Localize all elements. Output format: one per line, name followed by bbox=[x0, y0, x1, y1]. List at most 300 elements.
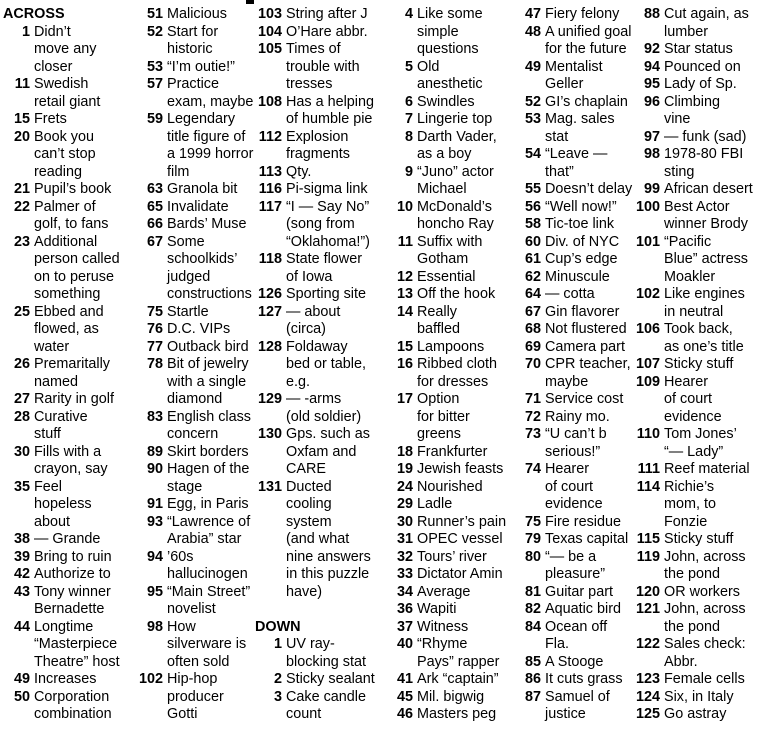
clue-text: “I — Say No” (song from “Oklahoma!”) bbox=[286, 198, 370, 250]
clue-number: 112 bbox=[258, 128, 282, 145]
clue-number: 24 bbox=[396, 478, 413, 495]
clue-item bbox=[255, 426, 380, 479]
clue-number: 23 bbox=[13, 233, 30, 250]
clue-text: ’60s hallucinogen bbox=[167, 548, 248, 582]
clue-text: Corporation combination bbox=[34, 688, 112, 722]
clue-text: Bards’ Muse bbox=[167, 216, 247, 232]
clue-number: 117 bbox=[258, 198, 282, 215]
clue-item bbox=[255, 479, 380, 602]
clue-text: “Well now!” bbox=[545, 198, 617, 215]
clue-item bbox=[136, 59, 261, 77]
clue-text: It cuts grass bbox=[545, 671, 623, 687]
clue-text: Hagen of the stage bbox=[167, 461, 250, 495]
clue-item bbox=[633, 671, 758, 689]
clue-number: 62 bbox=[524, 268, 541, 285]
clue-number: 75 bbox=[524, 513, 541, 530]
clue-number: 96 bbox=[643, 93, 660, 110]
clue-number: 82 bbox=[524, 601, 541, 617]
clue-number: 67 bbox=[146, 233, 163, 250]
clue-item bbox=[136, 304, 261, 322]
clue-text: Start for historic bbox=[167, 23, 219, 57]
clue-text: Hearer of court evidence bbox=[545, 461, 603, 512]
clue-number: 30 bbox=[13, 443, 30, 460]
clue-text: O’Hare abbr. bbox=[286, 23, 368, 40]
clue-item bbox=[386, 164, 511, 199]
clue-number: 3 bbox=[273, 688, 282, 705]
clue-text: Sticky sealant bbox=[286, 671, 375, 687]
clue-text: Times of trouble with tresses bbox=[286, 41, 360, 92]
clue-item bbox=[386, 549, 511, 567]
clue-text: Aquatic bird bbox=[545, 601, 621, 617]
clue-number: 10 bbox=[396, 198, 413, 215]
clue-text: Samuel of justice bbox=[545, 688, 610, 722]
clue-number: 70 bbox=[524, 356, 541, 372]
clue-number: 30 bbox=[396, 513, 413, 530]
clue-text: Palmer of golf, to fans bbox=[34, 198, 109, 232]
clue-item bbox=[514, 549, 639, 584]
clue-item bbox=[3, 479, 128, 532]
clue-item bbox=[255, 181, 380, 199]
clue-item bbox=[514, 409, 639, 427]
clue-item bbox=[386, 339, 511, 357]
clue-text: Skirt borders bbox=[167, 443, 249, 460]
clue-text: Startle bbox=[167, 303, 209, 320]
clue-text: “Leave — that” bbox=[545, 146, 608, 180]
clue-item bbox=[633, 374, 758, 427]
section-heading: DOWN bbox=[255, 618, 301, 635]
clue-number: 85 bbox=[524, 653, 541, 670]
clue-item bbox=[514, 269, 639, 287]
clue-number: 104 bbox=[257, 23, 282, 40]
clue-item bbox=[386, 356, 511, 391]
clue-number: 125 bbox=[635, 706, 660, 722]
clue-text: “I’m outie!” bbox=[167, 58, 235, 75]
clue-text: Ark “captain” bbox=[417, 671, 499, 687]
clue-text: “U can’t b serious!” bbox=[545, 426, 607, 460]
clue-number: 102 bbox=[138, 671, 163, 687]
clue-item bbox=[255, 164, 380, 182]
clue-item bbox=[514, 216, 639, 234]
clue-item bbox=[514, 514, 639, 532]
clue-text: Pupil’s book bbox=[34, 181, 112, 197]
clue-text: Took back, as one’s title bbox=[664, 321, 744, 355]
clue-item bbox=[3, 24, 128, 77]
clue-item bbox=[136, 24, 261, 59]
clue-number: 54 bbox=[524, 146, 541, 162]
clue-number: 67 bbox=[524, 303, 541, 320]
clue-text: Texas capital bbox=[545, 531, 629, 547]
clue-item bbox=[3, 391, 128, 409]
clue-text: Best Actor winner Brody bbox=[664, 198, 748, 232]
clue-item bbox=[633, 321, 758, 356]
clue-text: Book you can’t stop reading bbox=[34, 128, 96, 180]
clue-item bbox=[136, 321, 261, 339]
clue-number: 123 bbox=[635, 671, 660, 687]
clue-item bbox=[514, 356, 639, 391]
clue-item bbox=[386, 234, 511, 269]
clue-number: 39 bbox=[13, 548, 30, 565]
clue-item bbox=[633, 479, 758, 532]
clue-number: 45 bbox=[396, 688, 413, 705]
clue-item bbox=[386, 636, 511, 671]
clue-text: Curative stuff bbox=[34, 408, 88, 442]
clue-number: 11 bbox=[397, 233, 413, 250]
clue-number: 28 bbox=[13, 408, 30, 425]
clue-number: 48 bbox=[524, 23, 541, 40]
clue-number: 100 bbox=[635, 198, 660, 215]
clue-number: 128 bbox=[257, 338, 282, 355]
clue-text: String after J bbox=[286, 6, 368, 22]
clue-column-6 bbox=[633, 6, 758, 724]
clue-text: “— be a pleasure” bbox=[545, 548, 605, 582]
clue-text: McDonald’s honcho Ray bbox=[417, 198, 494, 232]
clue-number: 1 bbox=[21, 23, 30, 40]
clue-number: 16 bbox=[396, 356, 413, 372]
clue-item bbox=[136, 356, 261, 409]
clue-number: 12 bbox=[396, 268, 413, 285]
clue-text: State flower of Iowa bbox=[286, 251, 362, 285]
clue-text: Mil. bigwig bbox=[417, 688, 485, 705]
clue-number: 9 bbox=[404, 163, 413, 180]
clue-number: 65 bbox=[146, 198, 163, 215]
clue-text: Service cost bbox=[545, 391, 624, 407]
clue-number: 32 bbox=[396, 548, 413, 565]
clue-text: Additional person called on to peruse something bbox=[34, 233, 120, 302]
clue-text: — funk (sad) bbox=[664, 128, 747, 145]
clue-text: Bit of jewelry with a single diamond bbox=[167, 356, 249, 407]
clue-text: Mentalist Geller bbox=[545, 58, 603, 92]
clue-item bbox=[514, 671, 639, 689]
clue-text: OPEC vessel bbox=[417, 531, 503, 547]
clue-text: Explosion fragments bbox=[286, 128, 350, 162]
clue-text: John, across the pond bbox=[664, 601, 746, 635]
clue-number: 52 bbox=[146, 23, 163, 40]
clue-number: 113 bbox=[258, 163, 282, 180]
clue-item bbox=[386, 286, 511, 304]
clue-item bbox=[136, 584, 261, 619]
clue-text: Egg, in Paris bbox=[167, 496, 249, 512]
clue-number: 34 bbox=[396, 583, 413, 600]
clue-text: Foldaway bed or table, e.g. bbox=[286, 338, 367, 390]
clue-item bbox=[633, 584, 758, 602]
clue-item bbox=[255, 41, 380, 94]
clue-item bbox=[255, 129, 380, 164]
clue-number: 72 bbox=[524, 408, 541, 425]
clue-number: 6 bbox=[404, 93, 413, 110]
clue-number: 99 bbox=[643, 181, 660, 197]
clue-item bbox=[514, 304, 639, 322]
clue-text: — about (circa) bbox=[286, 303, 341, 337]
clue-text: 1978-80 FBI sting bbox=[664, 146, 744, 180]
clue-text: African desert bbox=[664, 181, 753, 197]
clue-text: CPR teacher, maybe bbox=[545, 356, 631, 390]
clue-number: 122 bbox=[635, 636, 660, 652]
clue-number: 7 bbox=[404, 111, 413, 127]
clue-number: 8 bbox=[404, 128, 413, 145]
clue-number: 115 bbox=[636, 531, 660, 547]
clue-number: 108 bbox=[257, 93, 282, 110]
clue-number: 41 bbox=[396, 671, 413, 687]
clue-item bbox=[255, 339, 380, 392]
clue-item bbox=[3, 304, 128, 357]
clue-number: 11 bbox=[14, 76, 30, 92]
clue-number: 15 bbox=[13, 111, 30, 127]
clue-item bbox=[514, 234, 639, 252]
clue-number: 17 bbox=[396, 391, 413, 407]
clue-text: Bring to ruin bbox=[34, 548, 112, 565]
clue-item bbox=[255, 689, 380, 724]
clue-text: Average bbox=[417, 583, 471, 600]
clue-number: 98 bbox=[643, 146, 660, 162]
clue-number: 84 bbox=[524, 618, 541, 635]
clue-number: 93 bbox=[146, 513, 163, 530]
clue-number: 118 bbox=[258, 251, 282, 267]
clue-text: Gin flavorer bbox=[545, 303, 620, 320]
clue-item bbox=[136, 444, 261, 462]
clue-text: Jewish feasts bbox=[417, 461, 504, 477]
clue-text: Qty. bbox=[286, 163, 312, 180]
clue-item bbox=[633, 636, 758, 671]
clue-number: 46 bbox=[396, 706, 413, 722]
clue-text: Essential bbox=[417, 268, 476, 285]
clue-text: Swedish retail giant bbox=[34, 76, 101, 110]
clue-number: 114 bbox=[636, 478, 660, 495]
clue-number: 18 bbox=[396, 443, 413, 460]
clue-item bbox=[136, 6, 261, 24]
clue-text: Really baffled bbox=[417, 303, 460, 337]
clue-item bbox=[386, 479, 511, 497]
clue-item bbox=[514, 584, 639, 602]
clue-item bbox=[255, 251, 380, 286]
clue-number: 57 bbox=[146, 76, 163, 92]
clue-number: 59 bbox=[146, 111, 163, 127]
clue-number: 94 bbox=[146, 548, 163, 565]
clue-item bbox=[386, 531, 511, 549]
clue-number: 74 bbox=[524, 461, 541, 477]
clue-text: Female cells bbox=[664, 671, 745, 687]
clue-number: 52 bbox=[524, 93, 541, 110]
clue-item bbox=[255, 24, 380, 42]
clue-item bbox=[255, 6, 380, 24]
clue-item bbox=[255, 199, 380, 252]
clue-number: 5 bbox=[404, 58, 413, 75]
clue-text: Authorize to bbox=[34, 566, 111, 582]
clue-text: UV ray- blocking stat bbox=[286, 636, 366, 670]
clue-text: Climbing vine bbox=[664, 93, 720, 127]
clue-text: Some schoolkids’ judged constructions bbox=[167, 233, 252, 302]
clue-text: Didn’t move any closer bbox=[34, 23, 97, 75]
clue-item bbox=[633, 461, 758, 479]
clue-text: Sporting site bbox=[286, 286, 366, 302]
clue-text: Six, in Italy bbox=[664, 688, 734, 705]
clue-text: Reef material bbox=[664, 461, 750, 477]
clue-number: 49 bbox=[13, 671, 30, 687]
clue-number: 76 bbox=[146, 321, 163, 337]
clue-item bbox=[136, 111, 261, 181]
clue-text: Lingerie top bbox=[417, 111, 493, 127]
clue-number: 121 bbox=[635, 601, 660, 617]
clue-item bbox=[633, 199, 758, 234]
clue-item bbox=[633, 426, 758, 461]
clue-number: 40 bbox=[396, 636, 413, 652]
clue-item bbox=[136, 234, 261, 304]
clue-item bbox=[514, 94, 639, 112]
clue-number: 31 bbox=[396, 531, 413, 547]
clue-item bbox=[386, 584, 511, 602]
clue-column-2 bbox=[136, 6, 261, 724]
clue-text: Hip-hop producer Gotti bbox=[167, 671, 224, 722]
clue-number: 116 bbox=[258, 181, 282, 197]
clue-item bbox=[386, 444, 511, 462]
clue-item bbox=[386, 496, 511, 514]
clue-text: Runner’s pain bbox=[417, 513, 507, 530]
clue-number: 4 bbox=[404, 6, 413, 22]
clue-number: 36 bbox=[396, 601, 413, 617]
clue-number: 25 bbox=[13, 303, 30, 320]
clue-item bbox=[136, 181, 261, 199]
clue-number: 130 bbox=[257, 426, 282, 442]
clue-text: — cotta bbox=[545, 286, 595, 302]
clue-number: 53 bbox=[524, 111, 541, 127]
clue-text: Richie’s mom, to Fonzie bbox=[664, 478, 716, 530]
clue-number: 91 bbox=[146, 496, 163, 512]
clue-text: — Grande bbox=[34, 531, 101, 547]
clue-item bbox=[136, 671, 261, 724]
clue-number: 55 bbox=[524, 181, 541, 197]
clue-item bbox=[3, 619, 128, 672]
clue-number: 103 bbox=[257, 6, 282, 22]
clue-text: Tony winner Bernadette bbox=[34, 583, 111, 617]
clue-text: Pi-sigma link bbox=[286, 181, 368, 197]
clue-item bbox=[3, 409, 128, 444]
clue-number: 98 bbox=[146, 618, 163, 635]
clue-item bbox=[633, 76, 758, 94]
clue-number: 90 bbox=[146, 461, 163, 477]
clue-number: 78 bbox=[146, 356, 163, 372]
clue-number: 89 bbox=[146, 443, 163, 460]
clue-text: Tic-toe link bbox=[545, 216, 615, 232]
clue-number: 81 bbox=[524, 583, 541, 600]
clue-text: Granola bit bbox=[167, 181, 238, 197]
clue-number: 107 bbox=[635, 356, 660, 372]
clue-number: 126 bbox=[257, 286, 282, 302]
clue-text: Nourished bbox=[417, 478, 483, 495]
clue-text: Ebbed and flowed, as water bbox=[34, 303, 104, 355]
clue-item bbox=[3, 356, 128, 391]
clue-number: 64 bbox=[524, 286, 541, 302]
clue-text: Not flustered bbox=[545, 321, 627, 337]
clue-number: 60 bbox=[524, 233, 541, 250]
clue-text: Sticky stuff bbox=[664, 531, 734, 547]
clue-text: “Rhyme Pays” rapper bbox=[417, 636, 500, 670]
clue-item bbox=[633, 146, 758, 181]
clue-item bbox=[3, 129, 128, 182]
clue-number: 73 bbox=[524, 426, 541, 442]
clue-text: Rainy mo. bbox=[545, 408, 610, 425]
clue-text: Malicious bbox=[167, 6, 227, 22]
clue-item bbox=[514, 689, 639, 724]
clue-number: 27 bbox=[13, 391, 30, 407]
clue-item bbox=[633, 6, 758, 41]
clue-number: 49 bbox=[524, 58, 541, 75]
clue-item bbox=[514, 286, 639, 304]
clue-item bbox=[255, 286, 380, 304]
clue-text: Longtime “Masterpiece Theatre” host bbox=[34, 618, 120, 670]
clue-item bbox=[136, 199, 261, 217]
clue-number: 19 bbox=[396, 461, 413, 477]
clue-number: 13 bbox=[396, 286, 413, 302]
clue-text: Camera part bbox=[545, 338, 625, 355]
clue-number: 50 bbox=[13, 688, 30, 705]
clue-item bbox=[514, 321, 639, 339]
clue-column-4 bbox=[386, 6, 511, 724]
clue-text: Lampoons bbox=[417, 338, 485, 355]
clue-number: 51 bbox=[146, 6, 163, 22]
clue-text: Cup’s edge bbox=[545, 251, 618, 267]
clue-text: Sticky stuff bbox=[664, 356, 734, 372]
clue-text: Lady of Sp. bbox=[664, 76, 737, 92]
clue-item bbox=[386, 199, 511, 234]
clue-number: 58 bbox=[524, 216, 541, 232]
clue-number: 61 bbox=[524, 251, 541, 267]
clue-number: 94 bbox=[643, 58, 660, 75]
clue-item bbox=[386, 566, 511, 584]
clue-item bbox=[255, 304, 380, 339]
clue-number: 88 bbox=[643, 6, 660, 22]
clue-item bbox=[255, 391, 380, 426]
clue-number: 95 bbox=[643, 76, 660, 92]
clue-number: 92 bbox=[643, 41, 660, 57]
clue-item bbox=[3, 689, 128, 724]
clue-item bbox=[514, 391, 639, 409]
clue-text: English class concern bbox=[167, 408, 251, 442]
clue-text: Frankfurter bbox=[417, 443, 488, 460]
top-edge-mark bbox=[246, 0, 254, 4]
clue-text: How silverware is often sold bbox=[167, 618, 247, 670]
clue-item bbox=[386, 111, 511, 129]
clue-item bbox=[3, 444, 128, 479]
clue-number: 14 bbox=[396, 303, 413, 320]
clue-text: OR workers bbox=[664, 583, 740, 600]
clue-item bbox=[514, 59, 639, 94]
clue-number: 101 bbox=[635, 233, 660, 250]
clue-item bbox=[633, 286, 758, 321]
clue-text: Ocean off Fla. bbox=[545, 618, 608, 652]
clue-text: Gps. such as Oxfam and CARE bbox=[286, 426, 370, 477]
clue-item bbox=[136, 216, 261, 234]
clue-number: 86 bbox=[524, 671, 541, 687]
clue-text: Ducted cooling system (and what nine answers in this puzzle have) bbox=[286, 478, 371, 600]
clue-item bbox=[386, 391, 511, 444]
clue-number: 43 bbox=[13, 583, 30, 600]
clue-number: 42 bbox=[13, 566, 30, 582]
clue-text: Rarity in golf bbox=[34, 391, 114, 407]
clue-number: 38 bbox=[13, 531, 30, 547]
clue-item bbox=[514, 251, 639, 269]
clue-text: Ladle bbox=[417, 496, 453, 512]
clue-text: Suffix with Gotham bbox=[417, 233, 483, 267]
clue-number: 1 bbox=[273, 636, 282, 652]
clue-item bbox=[633, 356, 758, 374]
clue-number: 66 bbox=[146, 216, 163, 232]
clue-text: Premaritally named bbox=[34, 356, 110, 390]
clue-item bbox=[386, 461, 511, 479]
clue-text: Doesn’t delay bbox=[545, 181, 633, 197]
clue-text: Wapiti bbox=[417, 601, 457, 617]
clue-number: 20 bbox=[13, 128, 30, 145]
clue-text: Fiery felony bbox=[545, 6, 620, 22]
clue-item bbox=[514, 426, 639, 461]
